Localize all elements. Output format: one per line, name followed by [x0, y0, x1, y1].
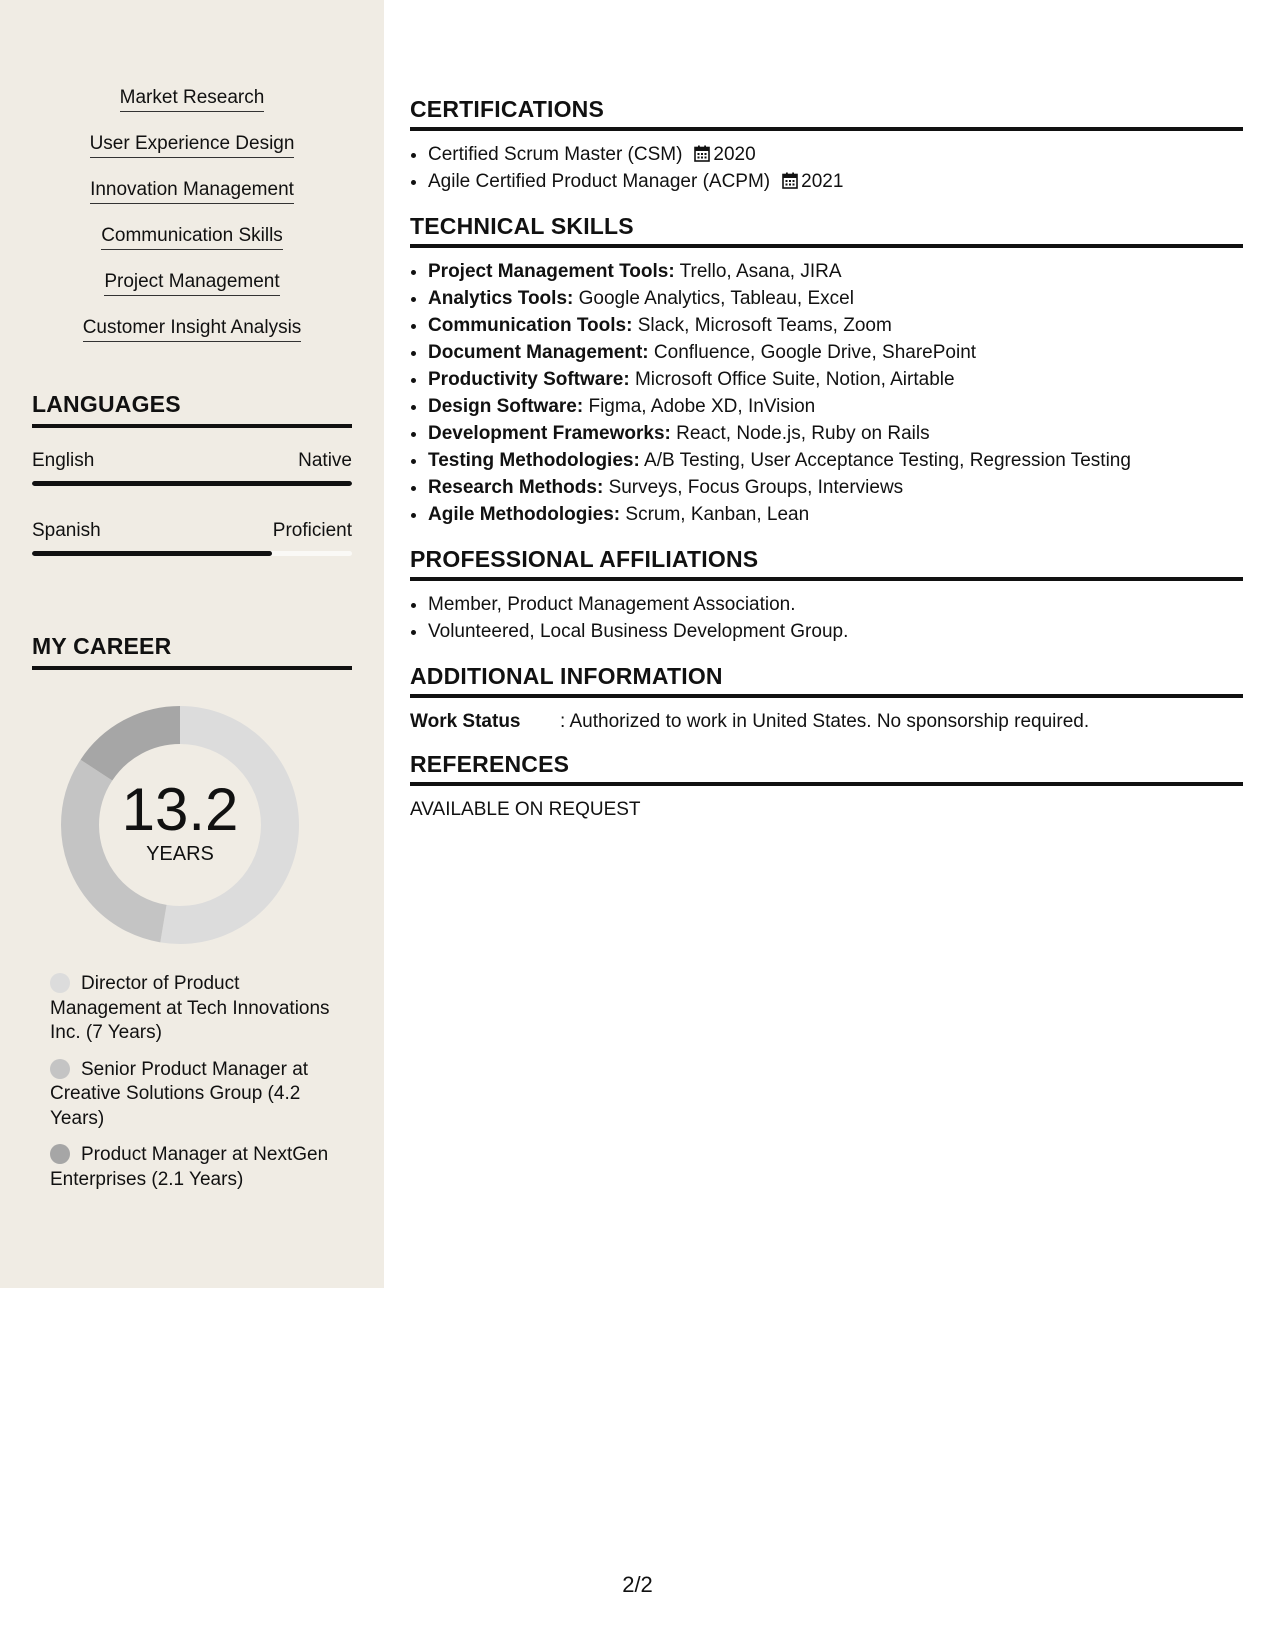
legend-dot — [50, 973, 70, 993]
affiliation-item: • Member, Product Management Association. — [428, 591, 1243, 618]
skill-category: Agile Methodologies: — [428, 504, 621, 525]
skill-tag: User Experience Design — [90, 132, 295, 158]
language-level: Native — [298, 450, 352, 471]
work-status-row — [410, 708, 1243, 735]
certifications-list — [410, 141, 1243, 195]
skill-tag: Innovation Management — [90, 178, 294, 204]
skill-values: Slack, Microsoft Teams, Zoom — [637, 315, 892, 336]
additional-info-heading: ADDITIONAL INFORMATION — [410, 663, 1243, 698]
career-legend-item — [50, 972, 330, 1046]
references-heading: REFERENCES — [410, 751, 1243, 786]
language-bar-fill — [32, 551, 272, 556]
technical-skill-item — [428, 258, 1243, 285]
skill-values: Confluence, Google Drive, SharePoint — [653, 342, 977, 363]
career-legend — [50, 972, 330, 1204]
references-text: AVAILABLE ON REQUEST — [410, 799, 641, 820]
language-bar-spanish — [32, 551, 352, 556]
skill-values: Scrum, Kanban, Lean — [625, 504, 810, 525]
skill-tag: Communication Skills — [101, 224, 283, 250]
certification-year: 2021 — [801, 171, 844, 192]
technical-skill-item — [428, 420, 1243, 447]
language-row-spanish — [32, 520, 352, 542]
career-legend-item — [50, 1143, 330, 1192]
certification-item — [428, 168, 1243, 195]
technical-skill-item — [428, 339, 1243, 366]
language-name: Spanish — [32, 520, 101, 541]
career-total-unit: YEARS — [146, 842, 214, 865]
affiliations-list — [410, 591, 1243, 645]
work-status-value: : Authorized to work in United States. No sponsorship required. — [560, 711, 1090, 732]
skill-category: Design Software: — [428, 396, 584, 417]
main-content — [410, 96, 1243, 823]
language-row-english — [32, 450, 352, 472]
legend-dot — [50, 1144, 70, 1164]
career-legend-item — [50, 1058, 330, 1132]
skills-list — [32, 86, 352, 362]
skill-values: Surveys, Focus Groups, Interviews — [608, 477, 904, 498]
skill-tag: Customer Insight Analysis — [83, 316, 302, 342]
skill-category: Testing Methodologies: — [428, 450, 640, 471]
legend-dot — [50, 1059, 70, 1079]
languages-heading: LANGUAGES — [32, 391, 352, 428]
certification-name: Agile Certified Product Manager (ACPM) — [428, 171, 771, 192]
technical-skill-item — [428, 501, 1243, 528]
career-legend-label: Senior Product Manager at Creative Solutions Group (4.2 Years) — [50, 1058, 309, 1129]
skill-values: Microsoft Office Suite, Notion, Airtable — [634, 369, 955, 390]
career-total-years: 13.2 — [121, 775, 239, 843]
skill-values: React, Node.js, Ruby on Rails — [676, 423, 930, 444]
skill-values: Google Analytics, Tableau, Excel — [578, 288, 854, 309]
skill-category: Productivity Software: — [428, 369, 630, 390]
certification-year: 2020 — [713, 144, 756, 165]
donut-center — [60, 705, 300, 945]
skill-category: Development Frameworks: — [428, 423, 671, 444]
skill-values: Figma, Adobe XD, InVision — [588, 396, 816, 417]
technical-skill-item — [428, 474, 1243, 501]
skill-values: Trello, Asana, JIRA — [679, 261, 842, 282]
technical-skill-item — [428, 366, 1243, 393]
skill-category: Document Management: — [428, 342, 649, 363]
skill-category: Research Methods: — [428, 477, 604, 498]
language-bar-fill — [32, 481, 352, 486]
affiliation-item: • Volunteered, Local Business Development Group. — [428, 618, 1243, 645]
language-bar-english — [32, 481, 352, 486]
sidebar — [0, 0, 384, 1288]
technical-skill-item — [428, 447, 1243, 474]
skill-values: A/B Testing, User Acceptance Testing, Regression Testing — [644, 450, 1131, 471]
work-status-label: Work Status — [410, 711, 521, 732]
skill-tag: Project Management — [104, 270, 279, 296]
certification-name: Certified Scrum Master (CSM) — [428, 144, 683, 165]
skill-category: Communication Tools: — [428, 315, 633, 336]
calendar-icon — [694, 143, 710, 160]
technical-skills-heading: TECHNICAL SKILLS — [410, 213, 1243, 248]
technical-skills-list — [410, 258, 1243, 528]
skill-tag: Market Research — [120, 86, 265, 112]
language-level: Proficient — [272, 520, 352, 541]
technical-skill-item — [428, 393, 1243, 420]
technical-skill-item — [428, 285, 1243, 312]
certifications-heading: CERTIFICATIONS — [410, 96, 1243, 131]
career-heading: MY CAREER — [32, 633, 352, 670]
calendar-icon — [782, 170, 798, 187]
career-legend-label: Director of Product Management at Tech Innovations Inc. (7 Years) — [50, 973, 330, 1043]
certification-item — [428, 141, 1243, 168]
career-donut-chart — [60, 705, 300, 945]
skill-category: Project Management Tools: — [428, 261, 675, 282]
language-name: English — [32, 450, 95, 471]
page-number: 2/2 — [622, 1572, 653, 1597]
career-legend-label: Product Manager at NextGen Enterprises (2.1 Years) — [50, 1144, 329, 1190]
technical-skill-item — [428, 312, 1243, 339]
affiliations-heading: PROFESSIONAL AFFILIATIONS — [410, 546, 1243, 581]
skill-category: Analytics Tools: — [428, 288, 574, 309]
